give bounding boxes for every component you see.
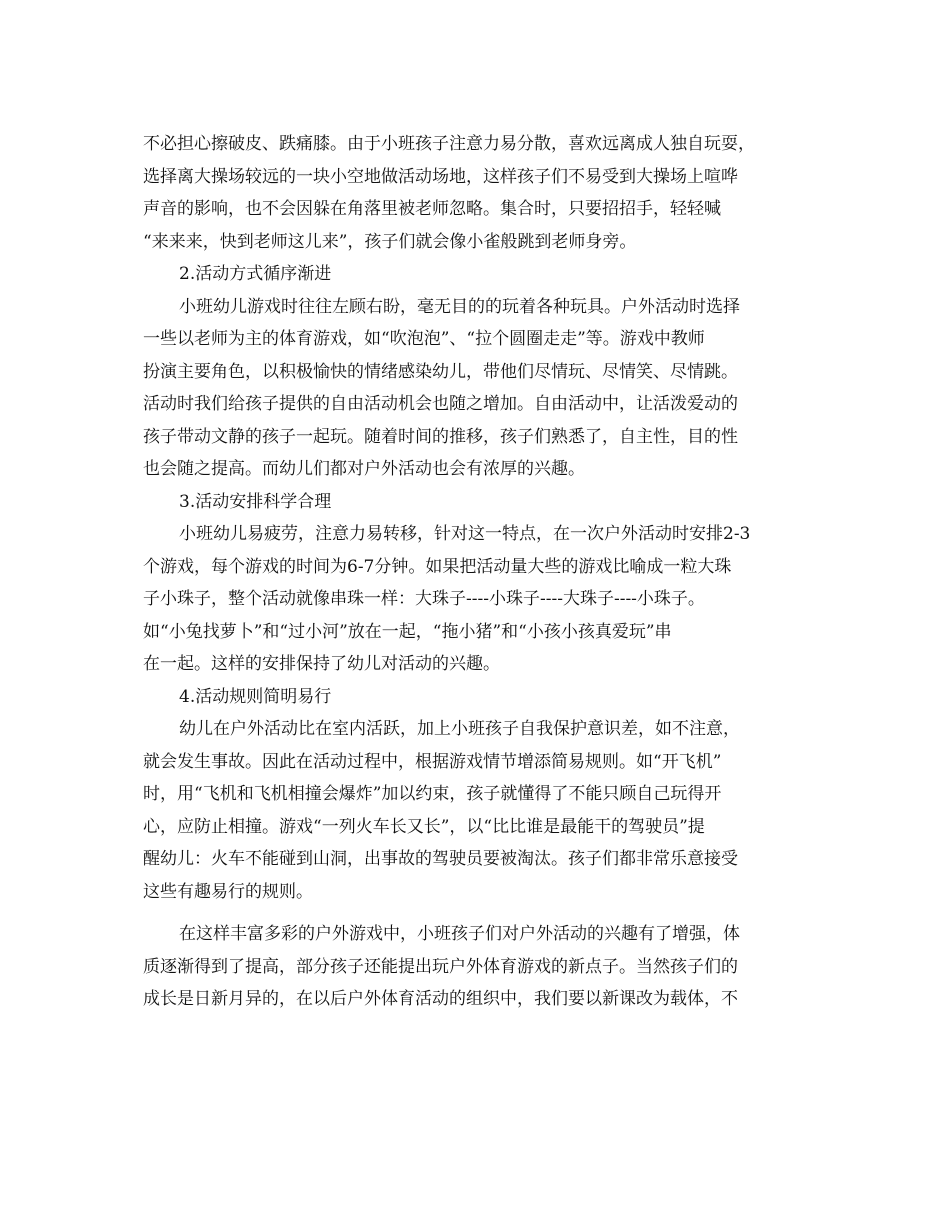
text-line: 活动时我们给孩子提供的自由活动机会也随之增加。自由活动中，让活泼爱动的 — [143, 394, 738, 414]
text-line: 孩子带动文静的孩子一起玩。随着时间的推移，孩子们熟悉了，自主性，目的性 — [143, 426, 738, 447]
text-line: 在一起。这样的安排保持了幼儿对活动的兴趣。 — [143, 654, 500, 674]
text-line: 个游戏，每个游戏的时间为6-7分钟。如果把活动量大些的游戏比喻成一粒大珠 — [143, 556, 732, 577]
text-line: 小班幼儿游戏时往往左顾右盼，毫无目的的玩着各种玩具。户外活动时选择 — [179, 296, 740, 317]
section-heading: 2.活动方式循序渐进 — [179, 264, 332, 284]
text-line: 子小珠子，整个活动就像串珠一样：大珠子----小珠子----大珠子----小珠子。 — [143, 589, 705, 609]
text-line: “来来来，快到老师这儿来”，孩子们就会像小雀般跳到老师身旁。 — [143, 231, 637, 252]
text-line: 一些以老师为主的体育游戏，如“吹泡泡”、“拉个圆圈走走”等。游戏中教师 — [143, 329, 705, 349]
text-line: 小班幼儿易疲劳，注意力易转移，针对这一特点，在一次户外活动时安排2-3 — [179, 524, 751, 544]
text-line: 成长是日新月异的，在以后户外体育活动的组织中，我们要以新课改为载体，不 — [143, 989, 738, 1009]
text-line: 在这样丰富多彩的户外游戏中，小班孩子们对户外活动的兴趣有了增强，体 — [179, 924, 740, 944]
text-line: 也会随之提高。而幼儿们都对户外活动也会有浓厚的兴趣。 — [143, 459, 585, 479]
text-line: 声音的影响，也不会因躲在角落里被老师忽略。集合时，只要招招手，轻轻喊 — [143, 199, 721, 219]
text-line: 这些有趣易行的规则。 — [143, 881, 313, 902]
text-line: 醒幼儿：火车不能碰到山洞，出事故的驾驶员要被淘汰。孩子们都非常乐意接受 — [143, 849, 738, 869]
text-line: 不必担心擦破皮、跌痛膝。由于小班孩子注意力易分散，喜欢远离成人独自玩耍， — [143, 134, 755, 154]
text-line: 幼儿在户外活动比在室内活跃，加上小班孩子自我保护意识差，如不注意， — [179, 719, 740, 739]
document-body — [143, 128, 808, 1016]
section-heading: 4.活动规则简明易行 — [179, 686, 332, 707]
text-line: 如“小兔找萝卜”和“过小河”放在一起，“拖小猪”和“小孩小孩真爱玩”串 — [143, 621, 672, 642]
text-line: 选择离大操场较远的一块小空地做活动场地，这样孩子们不易受到大操场上喧哗 — [143, 166, 738, 187]
section-heading: 3.活动安排科学合理 — [179, 491, 332, 512]
text-line: 时，用“飞机和飞机相撞会爆炸”加以约束，孩子就懂得了不能只顾自己玩得开 — [143, 784, 722, 804]
text-line: 质逐渐得到了提高，部分孩子还能提出玩户外体育游戏的新点子。当然孩子们的 — [143, 956, 738, 977]
text-line: 扮演主要角色，以积极愉快的情绪感染幼儿，带他们尽情玩、尽情笑、尽情跳。 — [143, 361, 738, 382]
text-line: 心，应防止相撞。游戏“一列火车长又长”，以“比比谁是最能干的驾驶员”提 — [143, 816, 705, 837]
text-line: 就会发生事故。因此在活动过程中，根据游戏情节增添简易规则。如“开飞机” — [143, 751, 722, 772]
